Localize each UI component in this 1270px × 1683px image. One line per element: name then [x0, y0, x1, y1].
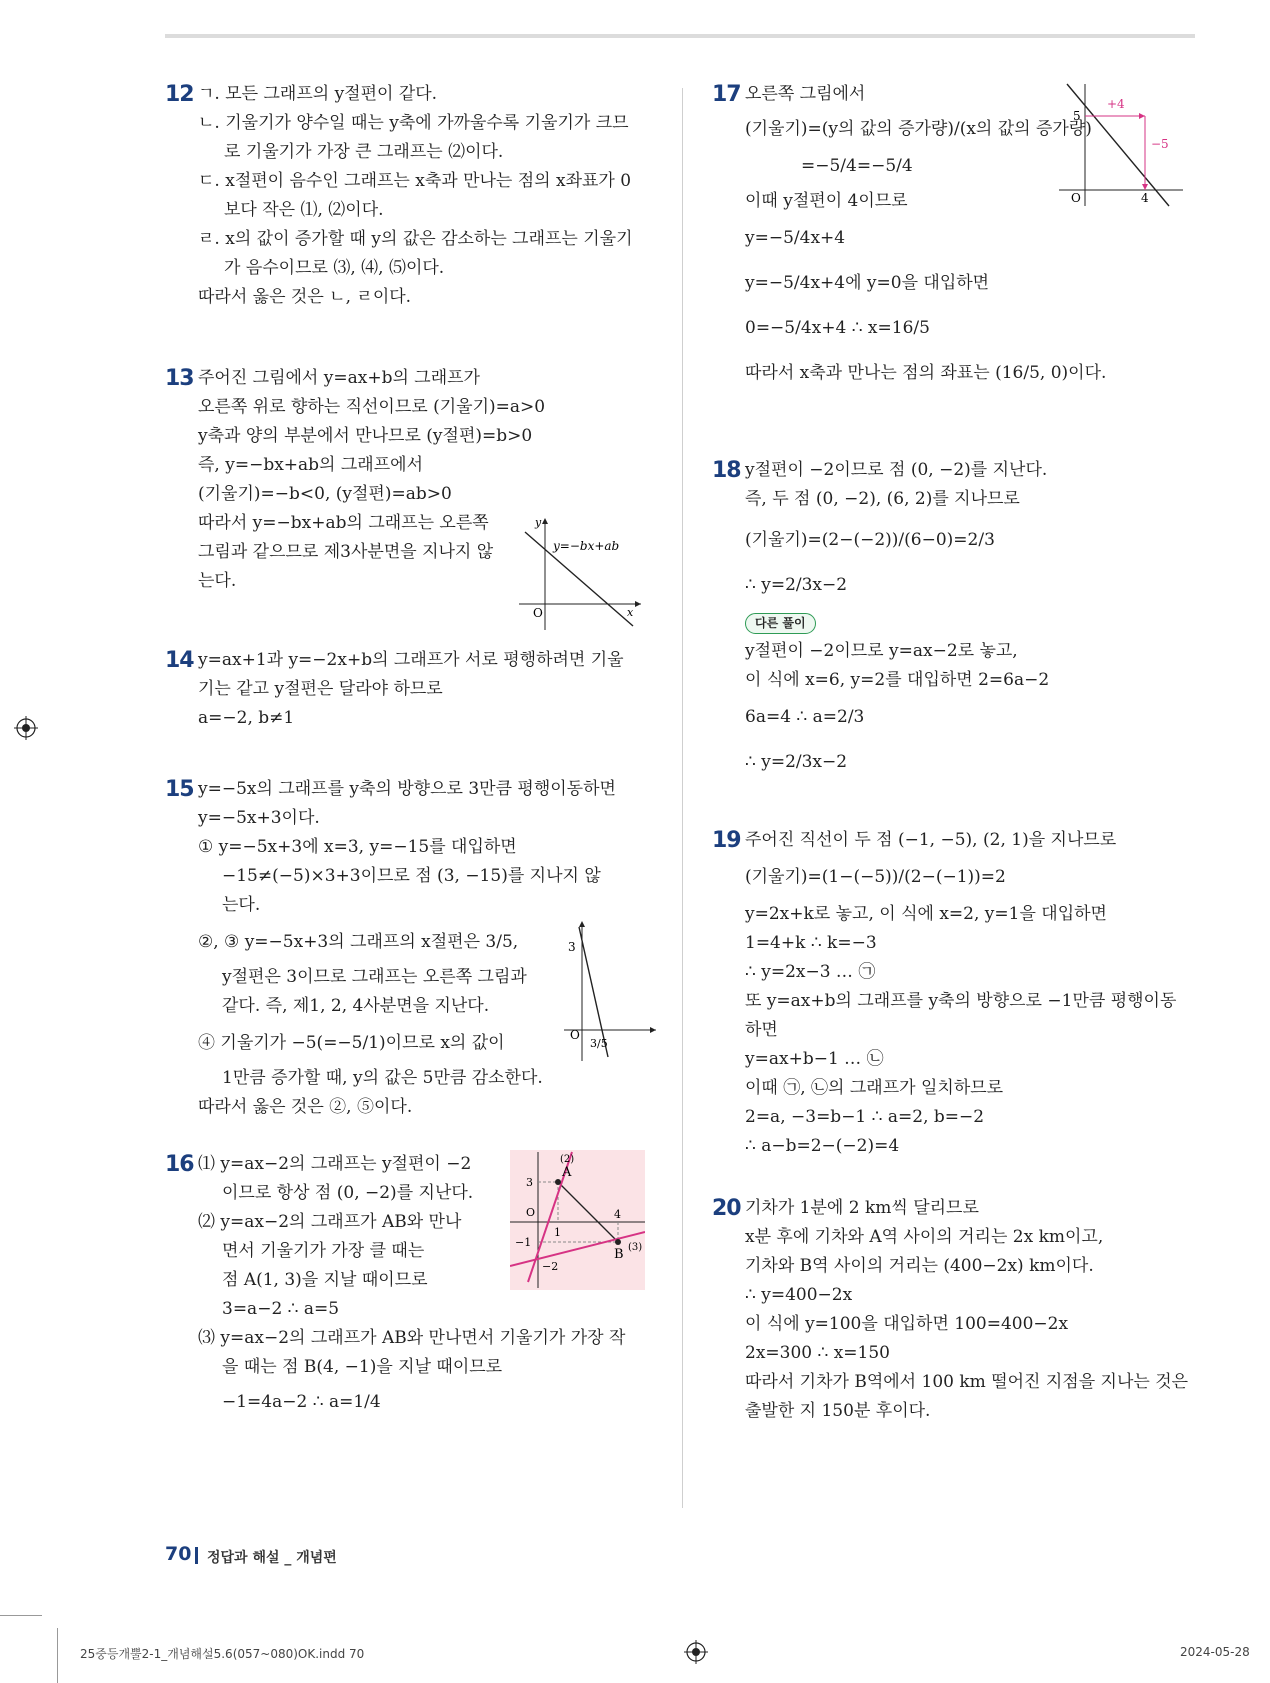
line: 면서 기울기가 가장 클 때는 [222, 1241, 425, 1261]
line: x분 후에 기차와 A역 사이의 거리는 2x km이고, [745, 1227, 1104, 1247]
line: 또 y=ax+b의 그래프를 y축의 방향으로 −1만큼 평행이동 [745, 991, 1177, 1011]
line: 따라서 기차가 B역에서 100 km 떨어진 지점을 지나는 것은 [745, 1372, 1189, 1392]
graph-13 [515, 514, 645, 634]
line: ㄷ. x절편이 음수인 그래프는 x축과 만나는 점의 x좌표가 0 [198, 171, 632, 191]
line: −15≠(−5)×3+3이므로 점 (3, −15)를 지나지 않 [222, 866, 601, 886]
print-file-name: 25중등개뿔2-1_개념해설5.6(057~080)OK.indd 70 [80, 1647, 365, 1661]
problem-number: 15 [165, 777, 194, 802]
line-2-label: (2) [560, 1154, 575, 1165]
y-tick: 3 [568, 940, 576, 954]
line: ㄹ. x의 값이 증가할 때 y의 값은 감소하는 그래프는 기울기 [198, 229, 633, 249]
line: ① y=−5x+3에 x=3, y=−15를 대입하면 [198, 837, 517, 857]
axis-y-label: y [535, 516, 542, 529]
line: 따라서 y=−bx+ab의 그래프는 오른쪽 [198, 513, 489, 533]
section-title: 정답과 해설 _ 개념편 [207, 1550, 337, 1566]
tick-3: 3 [526, 1176, 533, 1189]
line: 기는 같고 y절편은 달라야 하므로 [198, 679, 443, 699]
line: ⑶ y=ax−2의 그래프가 AB와 만나면서 기울기가 가장 작 [198, 1328, 626, 1348]
line: =−5/4=−5/4 [801, 156, 913, 176]
line: 는다. [222, 895, 261, 915]
line: 이므로 항상 점 (0, −2)를 지난다. [222, 1183, 474, 1203]
crop-mark [57, 1628, 58, 1683]
line: (기울기)=(2−(−2))/(6−0)=2/3 [745, 530, 995, 550]
origin-label: O [526, 1206, 536, 1219]
x-tick: 4 [1141, 191, 1149, 205]
problem-number: 19 [712, 828, 741, 853]
line: ⑵ y=ax−2의 그래프가 AB와 만나 [198, 1212, 462, 1232]
point-b-label: B [614, 1247, 624, 1262]
run-label: +4 [1107, 97, 1125, 111]
line: 주어진 그림에서 y=ax+b의 그래프가 [198, 368, 480, 388]
line: 기차와 B역 사이의 거리는 (400−2x) km이다. [745, 1256, 1094, 1276]
line: 이 식에 x=6, y=2를 대입하면 2=6a−2 [745, 670, 1050, 690]
column-divider [682, 88, 683, 1508]
print-date: 2024-05-28 [1180, 1645, 1250, 1659]
line: y=−5/4x+4 [745, 228, 846, 248]
line: ⑴ y=ax−2의 그래프는 y절편이 −2 [198, 1154, 472, 1174]
line: a=−2, b≠1 [198, 708, 295, 728]
tick-minus2: −2 [542, 1260, 559, 1273]
line: 0=−5/4x+4 ∴ x=16/5 [745, 318, 930, 338]
line: 따라서 옳은 것은 ㄴ, ㄹ이다. [198, 287, 412, 307]
crop-mark [0, 1615, 42, 1616]
line: 같다. 즉, 제1, 2, 4사분면을 지난다. [222, 996, 490, 1016]
line: 2x=300 ∴ x=150 [745, 1343, 890, 1363]
registration-mark-left [14, 716, 38, 740]
problem-number: 12 [165, 82, 194, 107]
line: 즉, y=−bx+ab의 그래프에서 [198, 455, 423, 475]
line: ④ 기울기가 −5(=−5/1)이므로 x의 값이 [198, 1033, 505, 1053]
axis-x-label: x [627, 606, 634, 619]
problem-number: 17 [712, 82, 741, 107]
line: 는다. [198, 571, 237, 591]
problem-number: 18 [712, 458, 741, 483]
line: 6a=4 ∴ a=2/3 [745, 707, 865, 727]
line: 3=a−2 ∴ a=5 [222, 1299, 340, 1319]
line: 즉, 두 점 (0, −2), (6, 2)를 지나므로 [745, 489, 1020, 509]
line: 2=a, −3=b−1 ∴ a=2, b=−2 [745, 1107, 985, 1127]
rise-label: −5 [1151, 137, 1169, 151]
line: 그림과 같으므로 제3사분면을 지나지 않 [198, 542, 494, 562]
problem-number: 14 [165, 648, 194, 673]
line: 보다 작은 ⑴, ⑵이다. [224, 200, 384, 220]
line-3-label: (3) [628, 1242, 643, 1253]
line: 이때 ㉠, ㉡의 그래프가 일치하므로 [745, 1078, 1004, 1098]
tick-1: 1 [554, 1226, 561, 1239]
line: y축과 양의 부분에서 만나므로 (y절편)=b>0 [198, 426, 533, 446]
line: 오른쪽 위로 향하는 직선이므로 (기울기)=a>0 [198, 397, 546, 417]
line: ∴ y=400−2x [745, 1285, 853, 1305]
tick-minus1: −1 [515, 1236, 532, 1249]
line: ∴ y=2/3x−2 [745, 575, 848, 595]
origin-label: O [533, 606, 543, 620]
line: (기울기)=(y의 값의 증가량)/(x의 값의 증가량) [745, 119, 1092, 139]
registration-mark-bottom [684, 1640, 708, 1664]
line-label: y=−bx+ab [553, 539, 620, 553]
alternate-solution-badge: 다른 풀이 [745, 613, 816, 634]
line: 가 음수이므로 ⑶, ⑷, ⑸이다. [224, 258, 445, 278]
line: 기차가 1분에 2 km씩 달리므로 [745, 1198, 979, 1218]
footer-divider [195, 1547, 198, 1564]
graph-16 [510, 1150, 645, 1290]
line: 점 A(1, 3)을 지날 때이므로 [222, 1270, 428, 1290]
line: ∴ y=2/3x−2 [745, 752, 848, 772]
line: ㄱ. 모든 그래프의 y절편이 같다. [198, 84, 438, 104]
line: ∴ a−b=2−(−2)=4 [745, 1136, 900, 1156]
y-tick: 5 [1073, 109, 1081, 123]
top-rule [165, 34, 1195, 38]
line: y=ax+b−1 … ㉡ [745, 1049, 884, 1069]
line: ㄴ. 기울기가 양수일 때는 y축에 가까울수록 기울기가 크므 [198, 113, 629, 133]
line: y=−5x의 그래프를 y축의 방향으로 3만큼 평행이동하면 [198, 779, 616, 799]
line: 따라서 x축과 만나는 점의 좌표는 (16/5, 0)이다. [745, 363, 1107, 383]
line: 따라서 옳은 것은 ②, ⑤이다. [198, 1097, 413, 1117]
line: y=−5x+3이다. [198, 808, 320, 828]
origin-label: O [570, 1028, 580, 1042]
line: y절편이 −2이므로 점 (0, −2)를 지난다. [745, 460, 1048, 480]
line: y=ax+1과 y=−2x+b의 그래프가 서로 평행하려면 기울 [198, 650, 624, 670]
line: −1=4a−2 ∴ a=1/4 [222, 1392, 381, 1412]
line: 오른쪽 그림에서 [745, 84, 866, 104]
graph-17 [1057, 80, 1187, 210]
line: 1=4+k ∴ k=−3 [745, 933, 877, 953]
line: y절편은 3이므로 그래프는 오른쪽 그림과 [222, 967, 527, 987]
line: y=2x+k로 놓고, 이 식에 x=2, y=1을 대입하면 [745, 904, 1107, 924]
problem-number: 16 [165, 1152, 194, 1177]
line: y=−5/4x+4에 y=0을 대입하면 [745, 273, 990, 293]
line: 을 때는 점 B(4, −1)을 지날 때이므로 [222, 1357, 503, 1377]
line: 1만큼 증가할 때, y의 값은 5만큼 감소한다. [222, 1068, 543, 1088]
point-a-label: A [562, 1165, 572, 1180]
tick-4: 4 [614, 1208, 621, 1221]
page-number: 70 [165, 1543, 192, 1565]
problem-number: 20 [712, 1196, 741, 1221]
line: 로 기울기가 가장 큰 그래프는 ⑵이다. [224, 142, 504, 162]
line: 주어진 직선이 두 점 (−1, −5), (2, 1)을 지나므로 [745, 830, 1117, 850]
line: 하면 [745, 1020, 778, 1040]
x-tick: 3/5 [590, 1037, 608, 1050]
problem-number: 13 [165, 366, 194, 391]
origin-label: O [1071, 191, 1081, 205]
line: y절편이 −2이므로 y=ax−2로 놓고, [745, 641, 1018, 661]
line: ∴ y=2x−3 … ㉠ [745, 962, 876, 982]
line: 이 식에 y=100을 대입하면 100=400−2x [745, 1314, 1069, 1334]
line: 출발한 지 150분 후이다. [745, 1401, 931, 1421]
line: (기울기)=−b<0, (y절편)=ab>0 [198, 484, 452, 504]
line: 이때 y절편이 4이므로 [745, 191, 908, 211]
line: (기울기)=(1−(−5))/(2−(−1))=2 [745, 867, 1006, 887]
line: ②, ③ y=−5x+3의 그래프의 x절편은 3/5, [198, 932, 519, 952]
graph-15 [560, 917, 660, 1065]
